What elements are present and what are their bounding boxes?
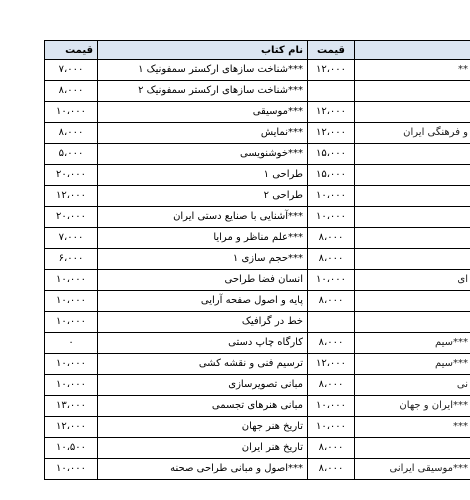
price-cell: ۲۰،۰۰۰: [44, 207, 98, 228]
price-cell: ۱۰،۰۰۰: [44, 312, 98, 333]
book-name-cell: انسان فضا طراحی: [98, 270, 308, 291]
book-name-cell: مبانی هنرهای تجسمی: [98, 396, 308, 417]
table-row: [44, 459, 470, 480]
clipped-cell: [355, 312, 470, 333]
price-cell-2: ۱۲،۰۰۰: [308, 60, 355, 81]
clipped-cell: [355, 207, 470, 228]
price-cell-2: ۱۵،۰۰۰: [308, 144, 355, 165]
table-row: [44, 270, 470, 291]
table-header: [44, 40, 470, 60]
clipped-cell: [355, 186, 470, 207]
book-name-cell: پایه و اصول صفحه آرایی: [98, 291, 308, 312]
clipped-cell: [355, 144, 470, 165]
book-name-cell: اصول و مبانی طراحی صحنه***: [98, 459, 308, 480]
book-name-cell: ترسیم فنی و نقشه کشی: [98, 354, 308, 375]
price-cell: ۱۳،۰۰۰: [44, 396, 98, 417]
book-name-cell: شناخت سازهای ارکستر سمفونیک ۱***: [98, 60, 308, 81]
clipped-cell: سیم***: [355, 333, 470, 354]
header-price: قیمت: [44, 40, 98, 60]
price-cell: ۱۰،۰۰۰: [44, 291, 98, 312]
clipped-cell: [355, 81, 470, 102]
book-name-cell: طراحی ۲: [98, 186, 308, 207]
table-row: [44, 165, 470, 186]
table-row: [44, 123, 470, 144]
price-cell: ۱۰،۰۰۰: [44, 375, 98, 396]
table-row: [44, 291, 470, 312]
price-cell: ۲۰،۰۰۰: [44, 165, 98, 186]
header-book-name: نام کتاب: [98, 40, 308, 60]
price-cell: ۱۰،۰۰۰: [44, 270, 98, 291]
price-cell: ۸،۰۰۰: [44, 123, 98, 144]
price-cell-2: ۱۰،۰۰۰: [308, 270, 355, 291]
price-cell: ۸،۰۰۰: [44, 81, 98, 102]
table-row: [44, 81, 470, 102]
table-row: [44, 249, 470, 270]
price-cell-2: ۱۲،۰۰۰: [308, 354, 355, 375]
book-name-cell: حجم سازی ۱***: [98, 249, 308, 270]
clipped-cell: نی: [355, 375, 470, 396]
book-name-cell: شناخت سازهای ارکستر سمفونیک ۲***: [98, 81, 308, 102]
price-cell: ۱۰،۰۰۰: [44, 354, 98, 375]
price-cell-2: ۱۰،۰۰۰: [308, 396, 355, 417]
table-row: [44, 228, 470, 249]
price-cell-2: [308, 312, 355, 333]
book-name-cell: کارگاه چاپ دستی: [98, 333, 308, 354]
clipped-cell: [355, 291, 470, 312]
price-cell-2: ۸،۰۰۰: [308, 333, 355, 354]
clipped-cell: و فرهنگی ایران: [355, 123, 470, 144]
price-cell: ۶،۰۰۰: [44, 249, 98, 270]
table-row: [44, 186, 470, 207]
table-row: [44, 396, 470, 417]
book-name-cell: خط در گرافیک: [98, 312, 308, 333]
clipped-cell: ای: [355, 270, 470, 291]
book-name-cell: مبانی تصویرسازی: [98, 375, 308, 396]
price-cell-2: ۸،۰۰۰: [308, 375, 355, 396]
price-cell: ۱۰،۰۰۰: [44, 102, 98, 123]
table-row: [44, 375, 470, 396]
price-cell-2: ۱۵،۰۰۰: [308, 165, 355, 186]
price-cell-2: ۸،۰۰۰: [308, 291, 355, 312]
price-cell: ۱۰،۰۰۰: [44, 459, 98, 480]
price-cell-2: ۱۲،۰۰۰: [308, 102, 355, 123]
price-cell: ۱۰،۵۰۰: [44, 438, 98, 459]
table-row: [44, 312, 470, 333]
book-name-cell: تاریخ هنر جهان: [98, 417, 308, 438]
table-row: [44, 333, 470, 354]
book-name-cell: طراحی ۱: [98, 165, 308, 186]
clipped-cell: [355, 165, 470, 186]
header-price-2: قیمت: [308, 40, 355, 60]
table-row: [44, 102, 470, 123]
price-cell-2: ۸،۰۰۰: [308, 249, 355, 270]
price-cell-2: ۱۰،۰۰۰: [308, 186, 355, 207]
clipped-cell: **: [355, 60, 470, 81]
price-cell: ۷،۰۰۰: [44, 60, 98, 81]
price-cell: ۱۲،۰۰۰: [44, 186, 98, 207]
price-cell: ۱۲،۰۰۰: [44, 417, 98, 438]
table-row: [44, 438, 470, 459]
price-cell-2: ۸،۰۰۰: [308, 459, 355, 480]
price-cell-2: [308, 81, 355, 102]
header-clipped: [355, 40, 470, 60]
price-cell-2: ۱۲،۰۰۰: [308, 123, 355, 144]
book-name-cell: تاریخ هنر ایران: [98, 438, 308, 459]
price-cell-2: ۸،۰۰۰: [308, 228, 355, 249]
table-row: [44, 354, 470, 375]
table-row: [44, 144, 470, 165]
book-name-cell: آشنایی با صنایع دستی ایران***: [98, 207, 308, 228]
clipped-cell: [355, 438, 470, 459]
book-name-cell: خوشنویسی***: [98, 144, 308, 165]
price-cell-2: ۱۰،۰۰۰: [308, 417, 355, 438]
clipped-cell: [355, 228, 470, 249]
book-name-cell: علم مناظر و مرایا***: [98, 228, 308, 249]
table-row: [44, 417, 470, 438]
clipped-cell: [355, 249, 470, 270]
book-name-cell: نمایش***: [98, 123, 308, 144]
clipped-cell: سیم***: [355, 354, 470, 375]
clipped-cell: [355, 102, 470, 123]
price-cell-2: ۱۰،۰۰۰: [308, 207, 355, 228]
table-row: [44, 207, 470, 228]
clipped-cell: ایران و جهان***: [355, 396, 470, 417]
table-row: [44, 60, 470, 81]
clipped-cell: موسیقی ایرانی***: [355, 459, 470, 480]
book-price-table: [44, 40, 470, 480]
price-cell: ۷،۰۰۰: [44, 228, 98, 249]
book-name-cell: موسیقی***: [98, 102, 308, 123]
price-cell: ۵،۰۰۰: [44, 144, 98, 165]
price-cell: ۰: [44, 333, 98, 354]
price-cell-2: ۸،۰۰۰: [308, 438, 355, 459]
clipped-cell: ***: [355, 417, 470, 438]
